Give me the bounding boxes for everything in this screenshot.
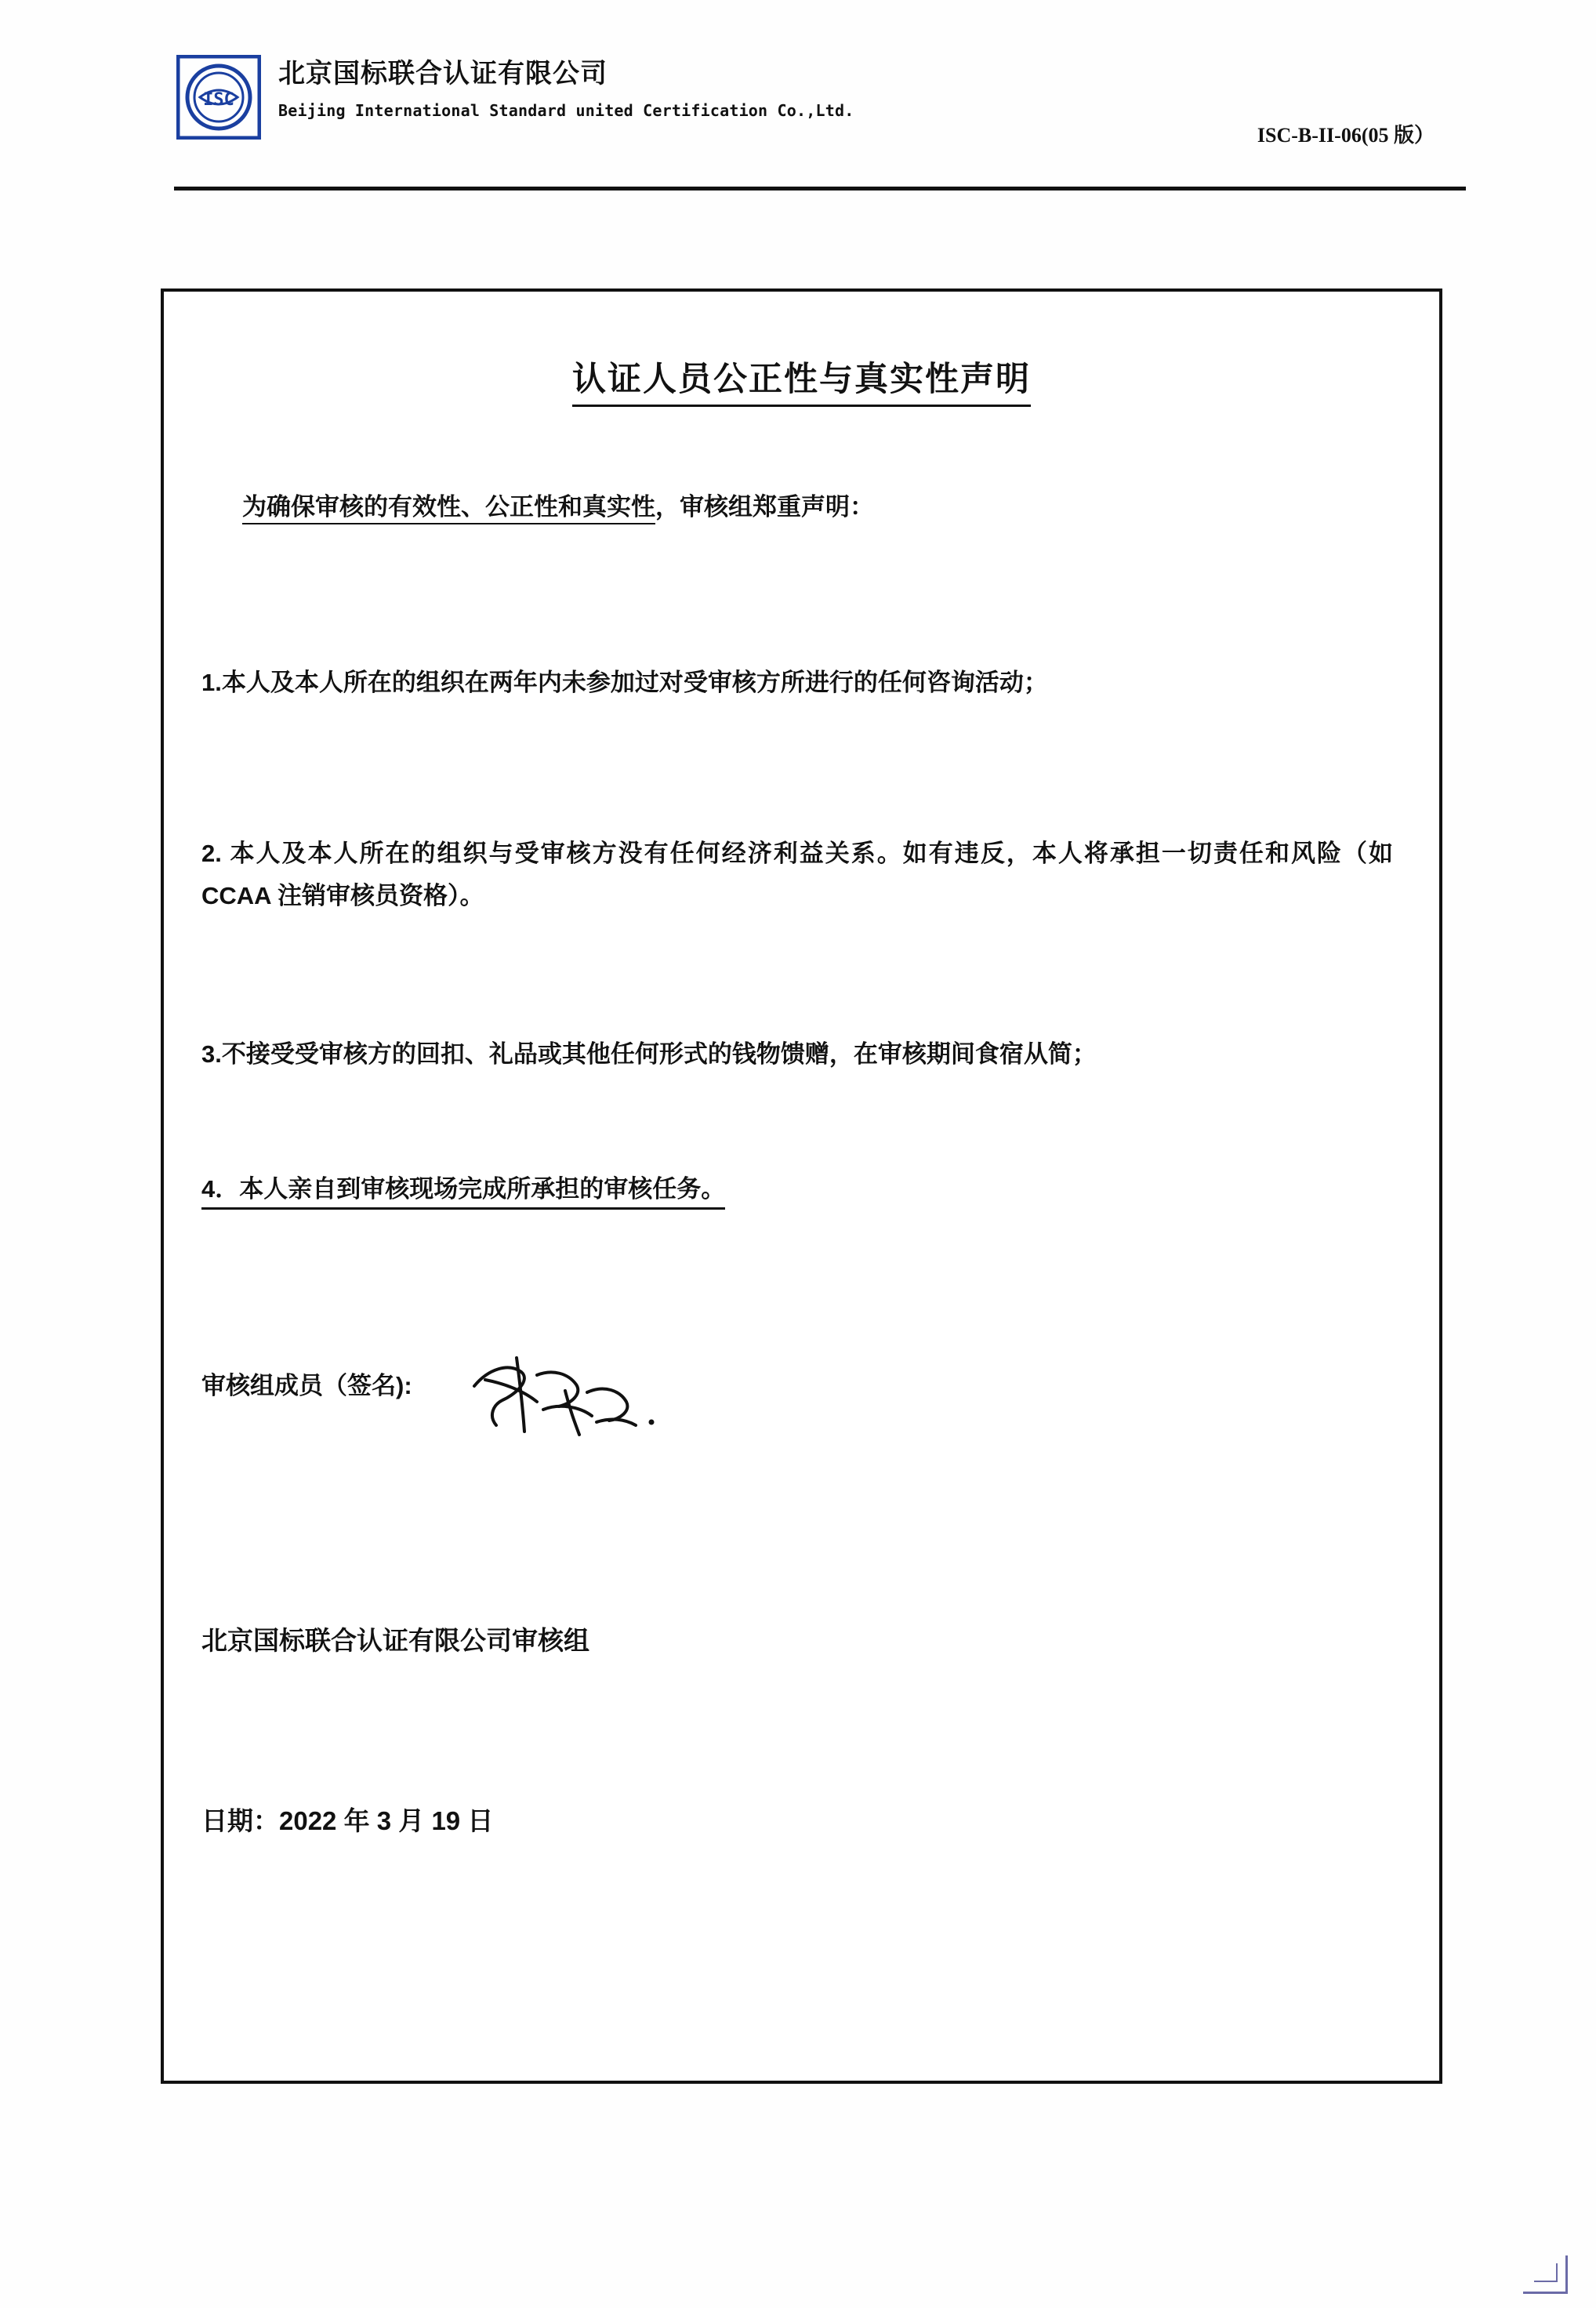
- lead-rest-text: ，审核组郑重声明：: [655, 493, 874, 521]
- signature-label: 审核组成员（签名):: [201, 1372, 412, 1399]
- scan-artifact-mark: [1523, 2255, 1568, 2294]
- clause-2: 2. 本人及本人所在的组织与受审核方没有任何经济利益关系。如有违反，本人将承担一切责任和风险（如 CCAA 注销审核员资格）。: [201, 840, 1393, 910]
- company-name-cn: 北京国标联合认证有限公司: [278, 59, 608, 89]
- date-line: 日期：2022 年 3 月 19 日: [201, 1806, 494, 1835]
- form-code: ISC-B-II-06(05 版）: [1257, 124, 1435, 147]
- organization-line: 北京国标联合认证有限公司审核组: [201, 1626, 589, 1655]
- statement-box: [161, 288, 1442, 2084]
- clause-4: [201, 1168, 1393, 1210]
- lead-underlined-text: 为确保审核的有效性、公正性和真实性: [242, 493, 655, 524]
- isc-circular-logo-icon: [176, 55, 261, 140]
- handwritten-signature: [462, 1334, 681, 1460]
- header-divider: [174, 187, 1466, 191]
- document-header: [176, 47, 1462, 180]
- page-title-text: 认证人员公正性与真实性声明: [572, 361, 1031, 407]
- lead-paragraph: [242, 488, 1379, 527]
- clause-3: 3.不接受受审核方的回扣、礼品或其他任何形式的钱物馈赠，在审核期间食宿从简；: [201, 1040, 1097, 1068]
- company-name-en: Beijing International Standard united Certification Co.,Ltd.: [278, 100, 854, 120]
- svg-text:ISC: ISC: [203, 90, 234, 110]
- clause-4-text: 4．本人亲自到审核现场完成所承担的审核任务。: [201, 1175, 725, 1210]
- company-name-block: [278, 58, 854, 120]
- clause-1: 1.本人及本人所在的组织在两年内未参加过对受审核方所进行的任何咨询活动；: [201, 669, 1048, 696]
- page-title: [164, 353, 1439, 401]
